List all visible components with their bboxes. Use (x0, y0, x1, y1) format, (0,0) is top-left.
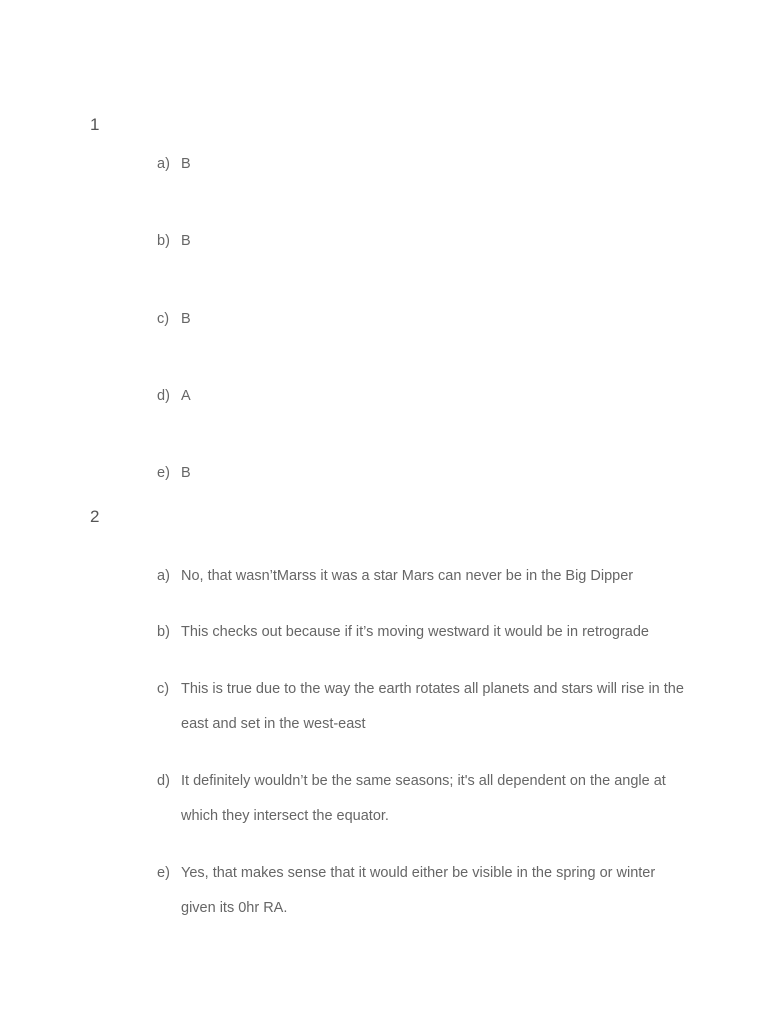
item-text: No, that wasn’tMarss it was a star Mars can never be in the Big Dipper (181, 568, 634, 584)
list-item (157, 224, 687, 259)
item-text: This is true due to the way the earth rotates all planets and stars will rise in the east and set in the west-east (181, 681, 684, 732)
item-text: B (181, 156, 191, 172)
item-letter: c) (157, 681, 170, 697)
list-item (157, 764, 687, 834)
list-item (157, 856, 687, 926)
question-number: 1 (90, 115, 100, 134)
list-item (157, 456, 687, 491)
item-text: It definitely wouldn’t be the same seasons; it's all dependent on the angle at which they intersect the equator. (181, 773, 666, 824)
item-text: B (181, 311, 191, 327)
list-item (157, 559, 687, 594)
item-letter: a) (157, 568, 170, 584)
item-text: B (181, 233, 191, 249)
item-text: A (181, 388, 191, 404)
item-text: B (181, 465, 191, 481)
list-item (157, 672, 687, 742)
item-letter: e) (157, 865, 170, 881)
item-letter: e) (157, 465, 170, 481)
item-text: Yes, that makes sense that it would either be visible in the spring or winter given its 0hr RA. (181, 865, 656, 916)
list-item (157, 302, 687, 337)
question-number: 2 (90, 507, 100, 526)
item-letter: a) (157, 156, 170, 172)
list-item (157, 147, 687, 182)
item-letter: d) (157, 388, 170, 404)
item-letter: d) (157, 773, 170, 789)
list-item (157, 379, 687, 414)
item-letter: b) (157, 233, 170, 249)
item-text: This checks out because if it’s moving westward it would be in retrograde (181, 624, 649, 640)
item-letter: b) (157, 624, 170, 640)
item-letter: c) (157, 311, 170, 327)
list-item (157, 615, 687, 650)
